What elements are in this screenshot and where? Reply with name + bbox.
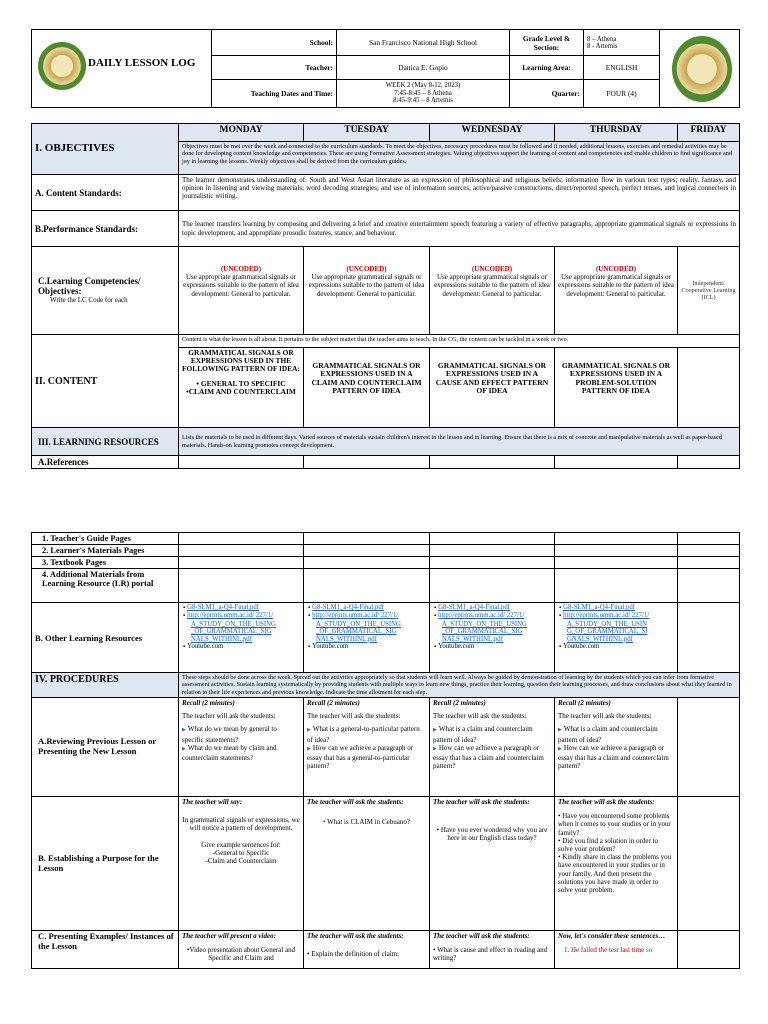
resources-tuesday xyxy=(304,603,430,673)
youtube-source: ▪ Youtube.com xyxy=(442,643,551,651)
competency-friday: Independent/ Cooperative Learning (ICL) xyxy=(678,247,740,335)
reviewing-tuesday: Recall (2 minutes) The teacher will ask the students: ▶ What is a general-to-particular pattern of idea? ▶ How can we achieve a paragraph or essay that has a general-to-particular pattern? xyxy=(304,698,430,797)
competency-monday: (UNCODED) Use appropriate grammatical signals or expressions suitable to the pattern of idea development: General to particular. xyxy=(179,247,304,335)
competencies-label-cell xyxy=(32,247,179,335)
content-friday xyxy=(678,348,740,428)
seal-cell xyxy=(660,30,740,108)
objectives-label: I. OBJECTIVES xyxy=(32,124,179,175)
other-resources-label: B. Other Learning Resources xyxy=(32,603,179,673)
area-label: Learning Area: xyxy=(510,56,584,80)
youtube-source: ▪ Youtube.com xyxy=(191,643,300,651)
competency-tuesday: (UNCODED) Use appropriate grammatical signals or expressions suitable to the pattern of idea development: General to particular. xyxy=(304,247,430,335)
references-label: A.References xyxy=(32,456,179,469)
competency-thursday: (UNCODED) Use appropriate grammatical signals or expressions suitable to the pattern of idea development: General to particular. xyxy=(555,247,678,335)
slm-link[interactable]: G8-SLM1_a-Q4-Final.pdf xyxy=(187,604,260,611)
purpose-thursday: The teacher will ask the students: • Have you encountered some problems when it comes to your studies or in your family? • Did you find a solution in order to solve your problem? • Kindly share in class the problems you have encountered in your studies or in your family. And then present the solutions you have made in order to solve your problem. xyxy=(555,797,678,931)
resources-wednesday xyxy=(430,603,555,673)
presenting-monday: The teacher will present a video: •Video presentation about General and Specific and Claim and xyxy=(179,931,304,969)
procedures-label: IV. PROCEDURES xyxy=(32,673,179,698)
teacher-value: Danica E. Gopio xyxy=(337,56,510,80)
day-wednesday: WEDNESDAY xyxy=(430,124,555,142)
purpose-wednesday: The teacher will ask the students: • Have you ever wondered why you are here in our English class today? xyxy=(430,797,555,931)
eprints-link[interactable]: http://eprints.umm.ac.id/ 227/1/ xyxy=(438,612,525,620)
resources-monday xyxy=(179,603,304,673)
study-pdf-link[interactable]: A_STUDY_ON_THE_USING _OF_GRAMMATICAL_SIG NALS_WITHINL.pdf xyxy=(191,620,276,643)
logo-cell xyxy=(32,30,212,108)
school-seal-left-icon xyxy=(38,42,86,90)
reviewing-thursday: Recall (2 minutes) The teacher will ask the students: ▶ What is a claim and counterclaim pattern of idea? ▶ How can we achieve a paragraph or essay that has a claim and counterclaim pattern? xyxy=(555,698,678,797)
content-thursday: GRAMMATICAL SIGNALS OR EXPRESSIONS USED IN A PROBLEM-SOLUTION PATTERN OF IDEA xyxy=(555,348,678,428)
performance-standards-label: B.Performance Standards: xyxy=(32,211,179,247)
performance-standards-text: The learner transfers learning by composing and delivering a brief and creative entertainment speech featuring a variety of effective paragraphs, appropriate grammatical signals or expressions in topic development, and appropriate prosodic features, stance, and behaviour. xyxy=(179,211,740,247)
content-tuesday: GRAMMATICAL SIGNALS OR EXPRESSIONS USED IN A CLAIM AND COUNTERCLAIM PATTERN OF IDEA xyxy=(304,348,430,428)
grade-value: 8 – Athena 8 - Artemis xyxy=(584,30,660,56)
competencies-label: C.Learning Competencies/ Objectives: xyxy=(38,276,141,297)
content-wednesday: GRAMMATICAL SIGNALS OR EXPRESSIONS USED IN A CAUSE AND EFFECT PATTERN OF IDEA xyxy=(430,348,555,428)
presenting-thursday: Now, let's consider these sentences… 1. He failed the test last time so xyxy=(555,931,678,969)
eprints-link[interactable]: http://eprints.umm.ac.id/ 227/1/ xyxy=(187,612,274,620)
purpose-label: B. Establishing a Purpose for the Lesson xyxy=(32,797,179,931)
slm-link[interactable]: G8-SLM1_a-Q4-Final.pdf xyxy=(312,604,385,611)
youtube-source: ▪ Youtube.com xyxy=(567,643,674,651)
resources-label: III. LEARNING RESOURCES xyxy=(32,428,179,456)
reviewing-wednesday: Recall (2 minutes) The teacher will ask the students: ▶ What is a claim and counterclaim pattern of idea? ▶ How can we achieve a paragraph or essay that has a claim and counterclaim pattern? xyxy=(430,698,555,797)
document-title: DAILY LESSON LOG xyxy=(88,57,196,69)
slm-link[interactable]: G8-SLM1_a-Q4-Final.pdf xyxy=(563,604,636,611)
competency-wednesday: (UNCODED) Use appropriate grammatical signals or expressions suitable to the pattern of idea development: General to particular. xyxy=(430,247,555,335)
purpose-monday: The teacher will say: In grammatical signals or expressions, we will notice a pattern of development. Give example sentences for: -General to Specific -Claim and Counterclaim xyxy=(179,797,304,931)
dates-value: WEEK 2 (May 8-12, 2023) 7:45-8:45 – 8 Athena 8:45-9:45 – 8 Artemis xyxy=(337,80,510,108)
purpose-tuesday: The teacher will ask the students: • What is CLAIM in Cebuano? xyxy=(304,797,430,931)
lesson-table-page2 xyxy=(31,532,740,969)
reviewing-label: A.Reviewing Previous Lesson or Presenting the New Lesson xyxy=(32,698,179,797)
study-pdf-link[interactable]: A_STUDY_ON_THE_USING _OF_GRAMMATICAL_SIG NALS_WITHINL.pdf xyxy=(442,620,527,643)
day-friday: FRIDAY xyxy=(678,124,740,142)
competencies-sublabel: Write the LC Code for each xyxy=(50,296,128,305)
content-note: Content is what the lesson is all about. It pertains to the subject matter that the teacher aims to teach. In the CG, the content can be tackled in a week or two. xyxy=(179,335,740,348)
grade-label: Grade Level & Section: xyxy=(510,30,584,56)
youtube-source: ▪ Youtube.com xyxy=(316,643,426,651)
textbook-label: 3. Textbook Pages xyxy=(32,557,179,569)
learners-materials-label: 2. Learner's Materials Pages xyxy=(32,545,179,557)
content-standards-text: The learner demonstrates understanding of: South and West Asian literature as an expression of philosophical and religious beliefs; information flow in various text types; reality, fantasy, and opinion in listening and viewing materials; word decoding strategies; and use of information sources, active/passive constructions, direct/reported speech, perfect tenses, and logical connectors in journalistic writing. xyxy=(179,175,740,211)
header-table xyxy=(31,29,740,108)
content-label: II. CONTENT xyxy=(32,335,179,428)
content-monday: GRAMMATICAL SIGNALS OR EXPRESSIONS USED IN THE FOLLOWING PATTERN OF IDEA: • GENERAL TO SPECIFIC •CLAIM AND COUNTERCLAIM xyxy=(179,348,304,428)
reviewing-monday: Recall (2 minutes) The teacher will ask the students: ▶ What do we mean by general to specific statements? ▶ What do we mean by claim and counterclaim statements? xyxy=(179,698,304,797)
presenting-wednesday: The teacher will ask the students: • What is cause and effect in reading and writing? xyxy=(430,931,555,969)
resources-text: Lists the materials to be used in different days. Varied sources of materials sustain children's interest in the lesson and in learning. Ensure that there is a mix of concrete and manipulative materials as well as paper-based materials. Hands-on learning promotes concept development. xyxy=(179,428,740,456)
slm-link[interactable]: G8-SLM1_a-Q4-Final.pdf xyxy=(438,604,511,611)
school-seal-right-icon xyxy=(672,36,732,102)
lesson-table-page1 xyxy=(31,123,740,469)
day-monday: MONDAY xyxy=(179,124,304,142)
eprints-link[interactable]: http://eprints.umm.ac.id/ 227/1/ xyxy=(563,612,650,620)
area-value: ENGLISH xyxy=(584,56,660,80)
eprints-link[interactable]: http://eprints.umm.ac.id/ 227/1/ xyxy=(312,612,399,620)
procedures-note: These steps should be done across the week. Spread out the activities appropriately so that students will learn well. Always be guided by demonstration of learning by the students which you can infer from formative assessment activities. Sustain learning systematically by providing students with multiple ways to learn new things, practice their learning, question their learning processes, and draw conclusions about what they learned in relation to their life experiences and previous knowledge. Indicate the time allotment for each step. xyxy=(179,673,740,698)
day-thursday: THURSDAY xyxy=(555,124,678,142)
quarter-value: FOUR (4) xyxy=(584,80,660,108)
school-label: School: xyxy=(212,30,337,56)
study-pdf-link[interactable]: A_STUDY_ON_THE_USIN G_OF_GRAMMATICAL_SI GNALS_WITHINL.pdf xyxy=(567,620,648,643)
additional-materials-label: 4. Additional Materials from Learning Resource (LR) portal xyxy=(32,569,179,603)
study-pdf-link[interactable]: A_STUDY_ON_THE_USING _OF_GRAMMATICAL_SIG NALS_WITHINL.pdf xyxy=(316,620,401,643)
content-standards-label: A. Content Standards: xyxy=(32,175,179,211)
day-tuesday: TUESDAY xyxy=(304,124,430,142)
resources-thursday xyxy=(555,603,678,673)
objectives-text: Objectives must be met over the week and connected to the curriculum standards. To meet the objectives, necessary procedures must be followed and if needed, additional lessons, exercises and remedial activities may be done for developing content knowledge and competencies. These are using Formative Assessment strategies. Valuing objectives support the learning of content and competencies and enable children to find significance and joy in learning the lessons. Weekly objectives shall be derived from the curriculum guides. xyxy=(179,142,740,175)
teacher-label: Teacher: xyxy=(212,56,337,80)
quarter-label: Quarter: xyxy=(510,80,584,108)
school-value: San Francisco National High School xyxy=(337,30,510,56)
presenting-tuesday: The teacher will ask the students: • Explain the definition of claim; xyxy=(304,931,430,969)
presenting-label: C. Presenting Examples/ Instances of the Lesson xyxy=(32,931,179,969)
teachers-guide-label: 1. Teacher's Guide Pages xyxy=(32,533,179,545)
dates-label: Teaching Dates and Time: xyxy=(212,80,337,108)
